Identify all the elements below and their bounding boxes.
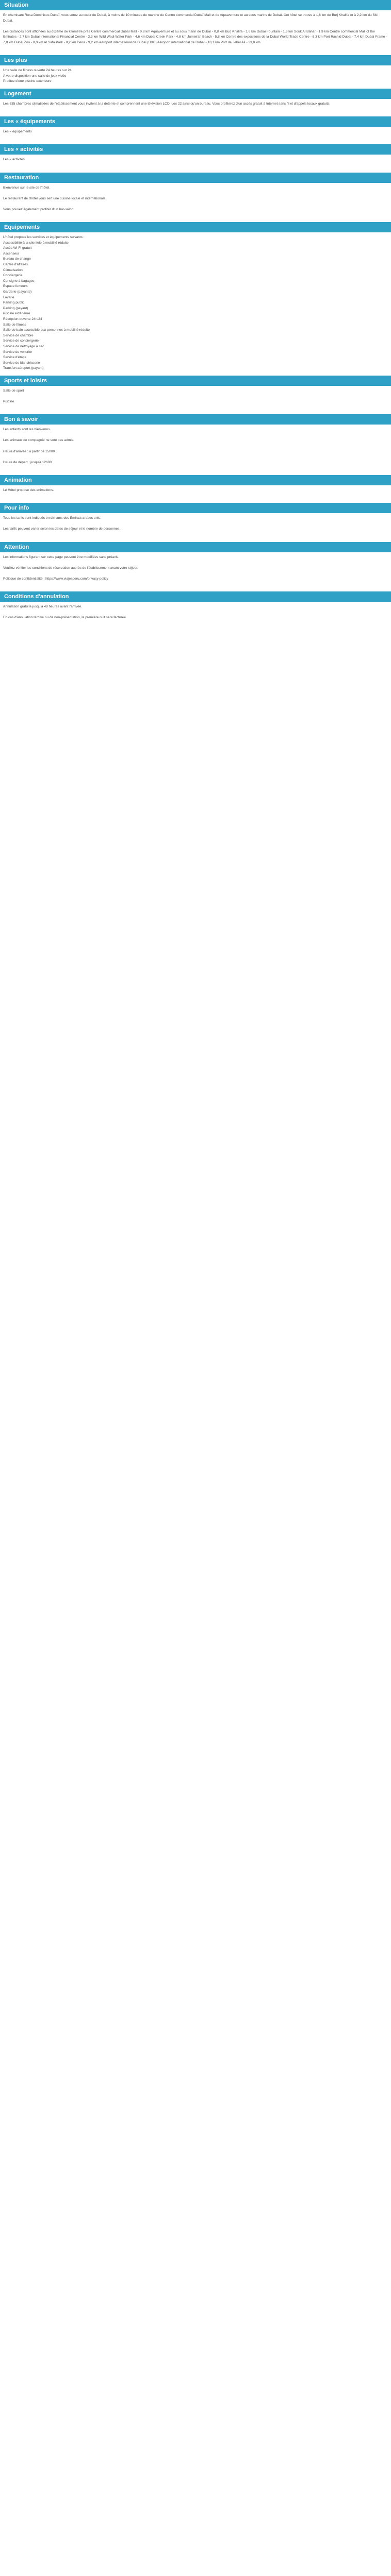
sports-section [0,376,391,414]
info-heading: Pour info [0,503,391,513]
bon-a-savoir-para-2: Les animaux de compagnie ne sont pas admis. [3,438,74,443]
animation-section [0,475,391,503]
sports-para-1: Salle de sport [3,388,24,393]
equipements-intro: L'hôtel propose les services et équipements suivants : [3,235,85,240]
attention-para-3: Politique de confidentialité : https://www.viajesperu.com/privacy-policy [3,577,108,581]
situation-heading: Situation [0,0,391,10]
equipement-item: Accessibilité à la clientèle à mobilité réduite [3,241,69,245]
equipement-item: Espace fumeurs [3,284,28,289]
logement-para-1: Les 635 chambres climatisées de l'établissement vous invitent à la détente et comprennent une télévision LCD. Les 22 ainsi qu'un bureau. Vous profiterez d'un accès gratuit à Internet sans fil et d'appels locaux gratuits. [3,101,331,106]
attention-heading: Attention [0,542,391,552]
restauration-para-2: Le restaurant de l'hôtel vous sert une cuisine locale et internationale. [3,196,107,200]
sports-para-2: Piscine [3,400,14,404]
equipement-item: Service d'étage [3,355,27,360]
equipement-item: Garderie (payante) [3,290,32,294]
restauration-section [0,173,391,223]
conditions-para-2: En cas d'annulation tardive ou de non-présentation, la première nuit sera facturée. [3,616,127,620]
situation-section [0,0,391,55]
conditions-section [0,591,391,630]
bon-a-savoir-para-4: Heure de départ : jusqu'à 12h00 [3,460,52,464]
equipement-item: Laverie [3,295,14,299]
equipement-item: Climatisation [3,268,23,272]
info-section [0,503,391,541]
equipement-item: Consigne à bagages [3,279,35,283]
equipement-item: Service de chambre [3,333,34,337]
equipement-item: Service de conciergerie [3,339,39,343]
bon-a-savoir-heading: Bon à savoir [0,414,391,425]
equipement-item: Piscine extérieure [3,312,30,316]
restauration-para-1: Bienvenue sur le site de l'hôtel. [3,185,51,190]
equipement-item: Bureau de change [3,257,31,261]
plus-item-1: Une salle de fitness ouverte 24 heures sur 24 [3,69,72,73]
equipements-head-line: Les « équipements [3,130,32,134]
conditions-para-1: Annulation gratuite jusqu'à 48 heures avant l'arrivée. [3,605,83,609]
plus-item-3: Profitez d'une piscine extérieure [3,79,52,83]
info-para-2: Les tarifs peuvent varier selon les dates de séjour et le nombre de personnes. [3,527,121,531]
plus-item-2: A votre disposition une salle de jeux vidéo [3,74,67,78]
info-para-1: Tous les tarifs sont indiqués en dirhams des Émirats arabes unis. [3,516,101,520]
attention-para-2: Veuillez vérifier les conditions de réservation auprès de l'établissement avant votre séjour. [3,566,138,570]
activites-head-section [0,144,391,172]
situation-para-2: Les distances sont affichées au dixième de kilomètre près Centre commercial Dubaï Mall - 0,8 km Aquaventure et au sous marin de Dubaï - 0,8 km Burj Khalifa - 1,6 km Dubai Fountain - 1,6 km Souk Al Bahar - 1,9 km Centre commercial Mall of the Emirates - 2,7 km Dubai International Financial Centre - 3,3 km Wild Wadi Water Park - 4,6 km Dubai Creek Park - 4,8 km Jumeirah Beach - 5,8 km Centre des expositions de la Dubai World Trade Centre - 6,3 km Port Rashid Dubai - 7,4 km Dubai Frame - 7,8 km Dubai Zoo - 8,0 km Al Safa Park - 8,2 km Deira - 9,2 km Aéroport international de Dubaï (DXB) Aéroport international de Dubaï - 18,1 km Port de Jebel Ali - 33,0 km [3,29,387,44]
equipement-item: Accès Wi-Fi gratuit [3,246,32,250]
equipements-head-section [0,116,391,144]
equipement-item: Service de voiturier [3,350,32,354]
equipements-list [3,241,388,371]
equipement-item: Transfert aéroport (payant) [3,366,44,370]
equipement-item: Service de nettoyage à sec [3,344,44,348]
activites-head-heading: Les « activités [0,144,391,155]
equipements-head-heading: Les « équipements [0,116,391,127]
equipements-heading: Equipements [0,222,391,232]
bon-a-savoir-section [0,414,391,475]
equipement-item: Ascenseur [3,251,20,256]
plus-heading: Les plus [0,55,391,65]
attention-section [0,542,391,592]
animation-heading: Animation [0,475,391,485]
equipement-item: Réception ouverte 24h/24 [3,317,42,321]
bon-a-savoir-para-1: Les enfants sont les bienvenus. [3,428,51,432]
logement-heading: Logement [0,89,391,99]
sports-heading: Sports et loisirs [0,376,391,386]
equipement-item: Parking (payant) [3,306,28,310]
restauration-heading: Restauration [0,173,391,183]
logement-section [0,89,391,116]
activites-head-line: Les « activités [3,158,25,162]
conditions-heading: Conditions d'annulation [0,591,391,602]
equipement-item: Salle de bain accessible aux personnes à mobilité réduite [3,328,90,332]
equipement-item: Parking public [3,301,25,305]
equipements-section [0,222,391,376]
equipement-item: Service de blanchisserie [3,361,40,365]
situation-para-1: En chemisant Rosa Dominicus Dubaï, vous serez au cœur de Dubaï, à moins de 10 minutes de marche du Centre commercial Dubaï Mall et de Aquaventure et au sous marins de Dubaï. Cet hôtel se trouve à 1,6 km de Burj Khalifa et à 2,2 km du Ski Dubai. [3,13,378,23]
animation-para-1: Le Hôtel propose des animations. [3,488,54,493]
attention-para-1: Les informations figurant sur cette page peuvent être modifiées sans préavis. [3,555,120,559]
equipement-item: Salle de fitness [3,323,26,327]
plus-section [0,55,391,89]
restauration-para-3: Vous pouvez également profiter d'un bar-salon. [3,207,74,211]
equipement-item: Conciergerie [3,274,23,278]
bon-a-savoir-para-3: Heure d'arrivée : à partir de 15h00 [3,449,55,453]
equipement-item: Centre d'affaires [3,263,28,267]
